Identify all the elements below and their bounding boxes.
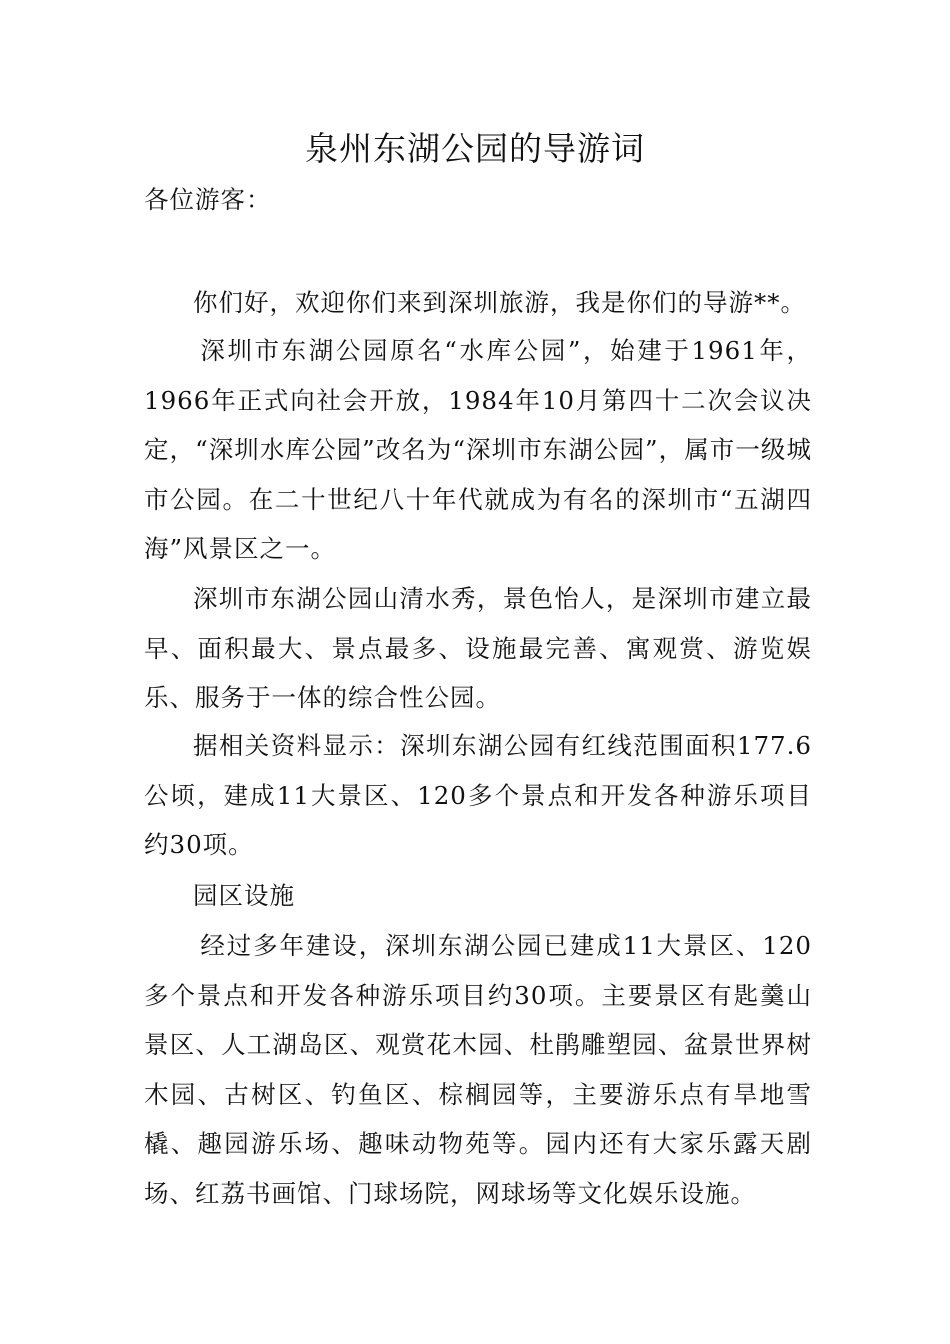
paragraph-history: 深圳市东湖公园原名“水库公园”，始建于1961年，1966年正式向社会开放，1984年10月第四十二次会议决定，“深圳水库公园”改名为“深圳市东湖公园”，属市一级城市公园。在二十世纪八十年代就成为有名的深圳市“五湖四海”风景区之一。 (144, 336, 812, 563)
paragraph-statistics: 据相关资料显示：深圳东湖公园有红线范围面积177.6公顷，建成11大景区、120多个景点和开发各种游乐项目约30项。 (144, 731, 812, 859)
document-title: 泉州东湖公园的导游词 (305, 129, 645, 168)
paragraph-greeting: 你们好，欢迎你们来到深圳旅游，我是你们的导游**。 (193, 288, 806, 317)
paragraph-facilities: 经过多年建设，深圳东湖公园已建成11大景区、120多个景点和开发各种游乐项目约30项。主要景区有匙羹山景区、人工湖岛区、观赏花木园、杜鹃雕塑园、盆景世界树木园、古树区、钓鱼区、棕榈园等，主要游乐点有旱地雪橇、趣园游乐场、趣味动物苑等。园内还有大家乐露天剧场、红荔书画馆、门球场院，网球场等文化娱乐设施。 (144, 931, 812, 1208)
section-heading-facilities: 园区设施 (193, 881, 295, 910)
salutation: 各位游客： (144, 185, 272, 214)
paragraph-scenery: 深圳市东湖公园山清水秀，景色怡人，是深圳市建立最早、面积最大、景点最多、设施最完善、寓观赏、游览娱乐、服务于一体的综合性公园。 (144, 584, 812, 712)
